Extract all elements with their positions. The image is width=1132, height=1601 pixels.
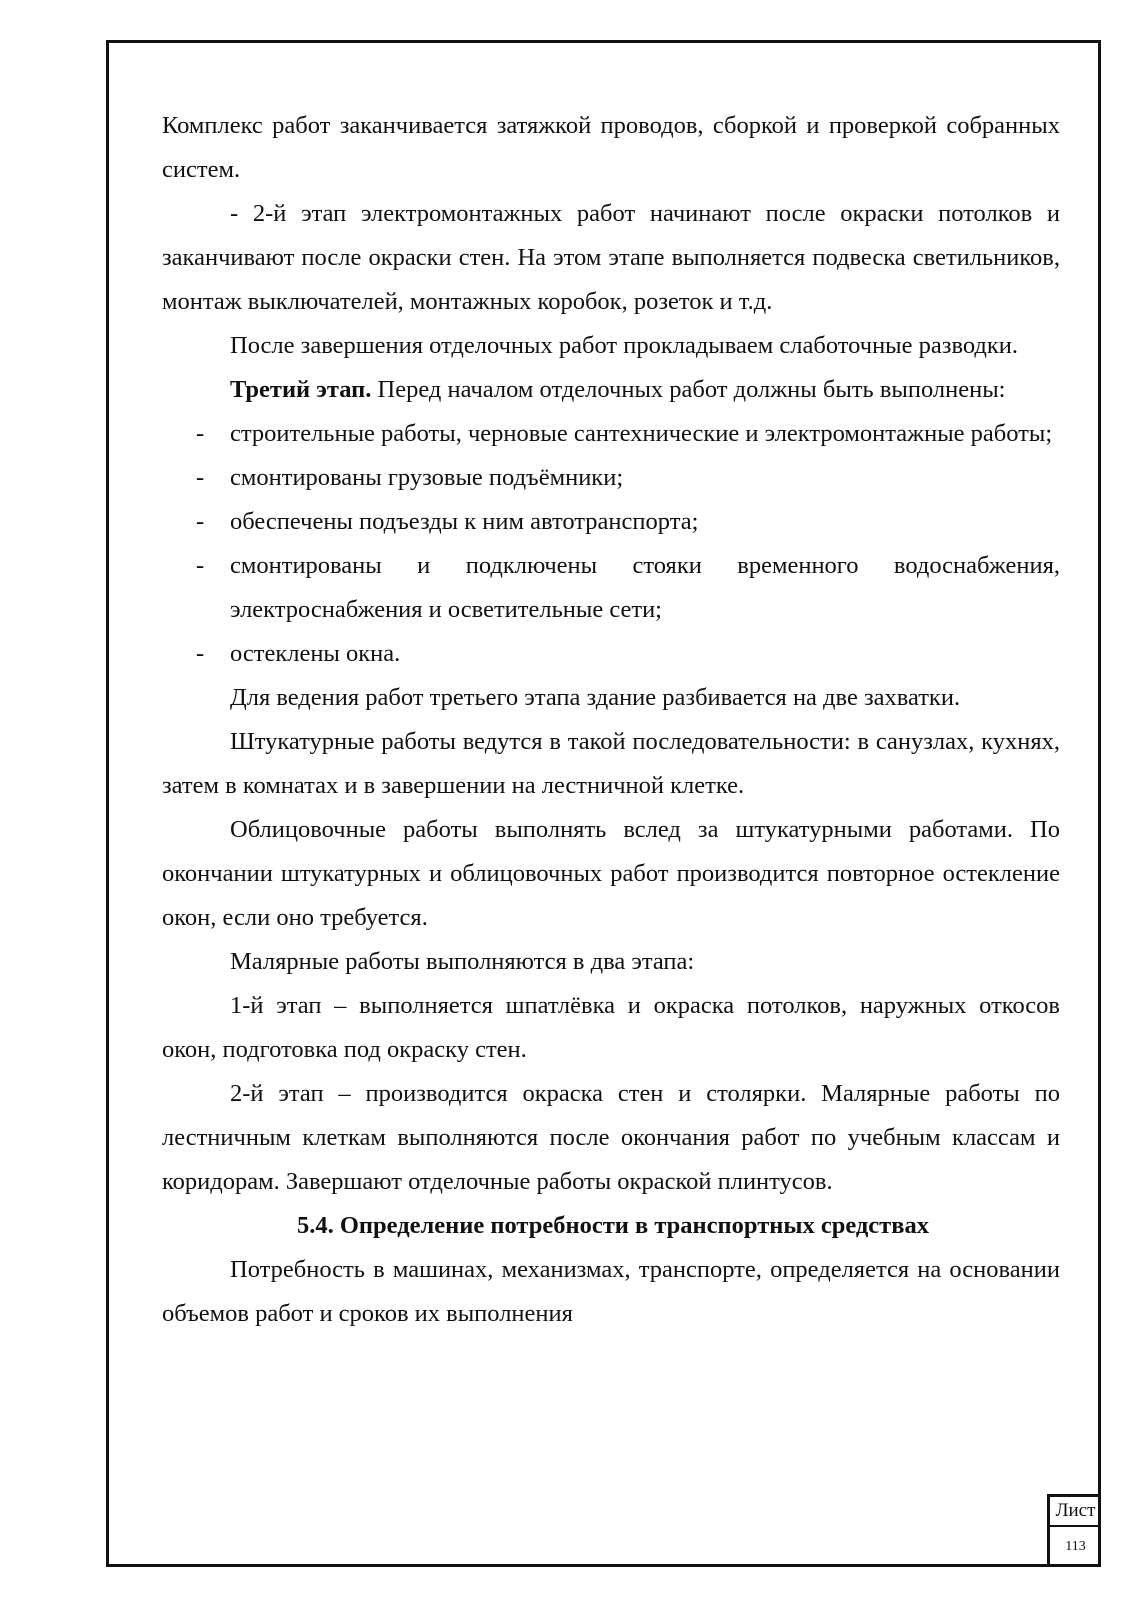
bullet-marker: - (196, 420, 205, 447)
list-item-text: остеклены окна. (230, 640, 401, 667)
paragraph: Комплекс работ заканчивается затяжкой проводов, сборкой и проверкой собранных систем. (162, 112, 1060, 183)
paragraph: 1-й этап – выполняется шпатлёвка и окраска потолков, наружных откосов окон, подготовка под окраску стен. (162, 992, 1060, 1063)
sheet-number: 113 (1065, 1539, 1086, 1554)
stage-three-text: Перед началом отделочных работ должны быть выполнены: (371, 376, 1006, 403)
bullet-marker: - (196, 508, 205, 535)
bullet-marker: - (196, 552, 205, 579)
paragraph: Для ведения работ третьего этапа здание разбивается на две захватки. (230, 684, 961, 711)
requirements-list (162, 412, 1060, 676)
paragraph: Облицовочные работы выполнять вслед за штукатурными работами. По окончании штукатурных и облицовочных работ производится повторное остекление окон, если оно требуется. (162, 816, 1060, 931)
list-item-text: строительные работы, черновые сантехнические и электромонтажные работы; (230, 420, 1053, 447)
paragraph: 2-й этап – производится окраска стен и столярки. Малярные работы по лестничным клеткам выполняются после окончания работ по учебным классам и коридорам. Завершают отделочные работы окраской плинтусов. (162, 1080, 1060, 1195)
sheet-stamp (1047, 1494, 1101, 1567)
bullet-marker: - (196, 464, 205, 491)
paragraph: - 2-й этап электромонтажных работ начинают после окраски потолков и заканчивают после окраски стен. На этом этапе выполняется подвеска светильников, монтаж выключателей, монтажных коробок, розеток и т.д. (162, 200, 1060, 315)
bullet-marker: - (196, 640, 205, 667)
list-item (162, 632, 1060, 676)
list-item-text: смонтированы грузовые подъёмники; (230, 464, 624, 491)
list-item (162, 456, 1060, 500)
paragraph-stage-three (162, 368, 1060, 412)
sheet-label: Лист (1050, 1497, 1101, 1527)
list-item (162, 412, 1060, 456)
list-item (162, 500, 1060, 544)
paragraph: Малярные работы выполняются в два этапа: (230, 948, 695, 975)
list-item-text: смонтированы и подключены стояки временного водоснабжения, электроснабжения и осветительные сети; (230, 552, 1060, 623)
paragraph: Штукатурные работы ведутся в такой последовательности: в санузлах, кухнях, затем в комнатах и в завершении на лестничной клетке. (162, 728, 1060, 799)
stage-three-title: Третий этап. (230, 376, 372, 403)
section-heading: 5.4. Определение потребности в транспортных средствах (297, 1212, 929, 1239)
document-body (162, 104, 1060, 1336)
list-item-text: обеспечены подъезды к ним автотранспорта; (230, 508, 699, 535)
paragraph: Потребность в машинах, механизмах, транспорте, определяется на основании объемов работ и сроков их выполнения (162, 1256, 1060, 1327)
list-item (162, 544, 1060, 632)
paragraph: После завершения отделочных работ прокладываем слаботочные разводки. (230, 332, 1018, 359)
